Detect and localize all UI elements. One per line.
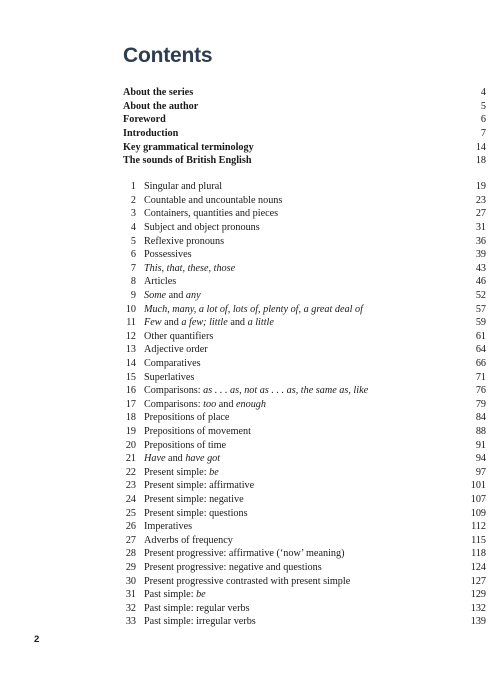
front-matter-list: [123, 86, 486, 168]
unit-page: 39: [475, 249, 486, 261]
unit-number: 29: [125, 561, 136, 573]
unit-title: [144, 358, 476, 369]
unit-title-italic: have got: [185, 453, 221, 465]
front-matter-entry: [123, 127, 486, 141]
unit-title-italic: This, that, these, those: [144, 262, 236, 274]
unit-title: [144, 344, 476, 355]
unit-entry: [118, 289, 486, 303]
unit-entry: [118, 207, 486, 221]
unit-title: [144, 249, 476, 260]
unit-title-text: Adjective order: [144, 344, 208, 356]
unit-number: 25: [125, 507, 136, 519]
unit-entry: [118, 547, 486, 561]
unit-title-text: Possessives: [144, 249, 192, 261]
unit-title-text: Present progressive: negative and questions: [144, 561, 322, 573]
unit-title: [144, 562, 471, 573]
unit-number: 16: [125, 385, 136, 397]
unit-number: 8: [130, 276, 136, 288]
unit-page: 31: [475, 222, 486, 234]
unit-number: 24: [125, 493, 136, 505]
unit-title-text: Present progressive contrasted with present simple: [144, 575, 351, 587]
front-matter-entry: [123, 154, 486, 168]
unit-title-text: Prepositions of movement: [144, 425, 251, 437]
unit-number: 20: [125, 439, 136, 451]
unit-entry: [118, 248, 486, 262]
unit-number: 13: [125, 344, 136, 356]
unit-title: [144, 480, 471, 491]
unit-title: [144, 385, 476, 396]
entry-title: Foreword: [123, 114, 166, 126]
unit-title: [144, 412, 476, 423]
front-matter-entry: [123, 140, 486, 154]
unit-number: 26: [125, 521, 136, 533]
unit-entry: [118, 398, 486, 412]
unit-title-text: Present simple: affirmative: [144, 480, 255, 492]
unit-title-text: and: [216, 398, 236, 410]
unit-entry: [118, 425, 486, 439]
unit-entry: [118, 330, 486, 344]
unit-title: [144, 548, 471, 559]
unit-number: 33: [125, 616, 136, 628]
unit-number: 21: [125, 453, 136, 465]
unit-title-text: Comparisons:: [144, 398, 204, 410]
unit-title-text: Reflexive pronouns: [144, 235, 225, 247]
unit-page: 27: [475, 208, 486, 220]
unit-title: [144, 616, 471, 627]
unit-title-text: Countable and uncountable nouns: [144, 194, 283, 206]
unit-title-italic: Few: [144, 317, 162, 329]
unit-number: 14: [125, 358, 136, 370]
unit-page: 112: [471, 521, 486, 533]
unit-title-italic: Some: [144, 290, 167, 302]
unit-entry: [118, 302, 486, 316]
unit-number: 12: [125, 330, 136, 342]
unit-page: 46: [475, 276, 486, 288]
unit-title-text: Past simple: irregular verbs: [144, 616, 256, 628]
unit-page: 52: [475, 290, 486, 302]
entry-page: 6: [480, 114, 486, 126]
unit-title: [144, 372, 476, 383]
unit-title: [144, 453, 476, 464]
unit-title: [144, 222, 476, 233]
unit-title-text: and: [165, 453, 186, 465]
unit-title: [144, 236, 476, 247]
unit-title-text: Present simple: negative: [144, 493, 244, 505]
unit-title: [144, 399, 476, 410]
unit-page: 76: [475, 385, 486, 397]
entry-title: Introduction: [123, 128, 179, 140]
unit-page: 101: [470, 480, 486, 492]
unit-title: [144, 263, 476, 274]
unit-title-text: Other quantifiers: [144, 330, 214, 342]
unit-entry: [118, 221, 486, 235]
unit-page: 64: [475, 344, 486, 356]
unit-title: [144, 589, 471, 600]
unit-entry: [118, 465, 486, 479]
unit-number: 30: [125, 575, 136, 587]
unit-number: 6: [130, 249, 136, 261]
entry-title: The sounds of British English: [123, 155, 252, 167]
front-matter-entry: [123, 100, 486, 114]
unit-number: 27: [125, 534, 136, 546]
unit-title-text: Present simple:: [144, 466, 210, 478]
unit-page: 129: [470, 589, 486, 601]
unit-number: 23: [125, 480, 136, 492]
unit-title: [144, 208, 476, 219]
unit-title-text: Containers, quantities and pieces: [144, 208, 279, 220]
unit-page: 107: [470, 493, 486, 505]
unit-number: 32: [125, 602, 136, 614]
unit-entry: [118, 574, 486, 588]
unit-page: 139: [470, 616, 486, 628]
unit-page: 97: [475, 466, 486, 478]
unit-page: 94: [475, 453, 486, 465]
unit-title-text: and: [161, 317, 182, 329]
unit-page: 132: [470, 602, 486, 614]
unit-number: 7: [130, 262, 136, 274]
entry-title: Key grammatical terminology: [123, 141, 254, 153]
unit-entry: [118, 316, 486, 330]
unit-page: 115: [471, 534, 486, 546]
unit-page: 23: [475, 194, 486, 206]
unit-number: 5: [130, 235, 136, 247]
unit-title-text: Prepositions of time: [144, 439, 227, 451]
unit-entry: [118, 533, 486, 547]
unit-title: [144, 331, 476, 342]
unit-number: 17: [125, 398, 136, 410]
unit-title-text: Present progressive: affirmative (‘now’ meaning): [144, 548, 345, 560]
entry-title: About the series: [123, 87, 194, 99]
unit-entry: [118, 194, 486, 208]
unit-page: 88: [475, 425, 486, 437]
unit-entry: [118, 234, 486, 248]
unit-title: [144, 576, 471, 587]
unit-title-text: Adverbs of frequency: [144, 534, 233, 546]
unit-page: 43: [475, 262, 486, 274]
unit-entry: [118, 180, 486, 194]
unit-title-text: Present simple: questions: [144, 507, 248, 519]
unit-page: 84: [475, 412, 486, 424]
unit-entry: [118, 262, 486, 276]
unit-title: [144, 508, 471, 519]
front-matter-entry: [123, 113, 486, 127]
unit-number: 18: [125, 412, 136, 424]
unit-page: 91: [475, 439, 486, 451]
unit-number: 10: [125, 303, 136, 315]
unit-entry: [118, 561, 486, 575]
unit-title: [144, 304, 476, 315]
unit-title: [144, 467, 476, 478]
unit-number: 22: [125, 466, 136, 478]
unit-title-italic: be: [196, 589, 206, 601]
unit-number: 11: [126, 317, 136, 329]
unit-title: [144, 290, 476, 301]
unit-title: [144, 521, 471, 532]
unit-title-text: Imperatives: [144, 521, 193, 533]
unit-entry: [118, 343, 486, 357]
unit-entry: [118, 615, 486, 629]
unit-title: [144, 276, 476, 287]
page-title: Contents: [123, 44, 213, 67]
unit-entry: [118, 520, 486, 534]
unit-page: 61: [475, 330, 486, 342]
unit-entry: [118, 411, 486, 425]
unit-number: 31: [125, 589, 136, 601]
unit-page: 57: [475, 303, 486, 315]
unit-entry: [118, 438, 486, 452]
unit-title-italic: be: [209, 466, 219, 478]
unit-number: 2: [130, 194, 136, 206]
unit-title-text: Prepositions of place: [144, 412, 230, 424]
unit-title: [144, 535, 471, 546]
unit-title-italic: a little: [247, 317, 274, 329]
unit-title-text: Comparisons:: [144, 385, 204, 397]
unit-page: 59: [475, 317, 486, 329]
unit-number: 1: [130, 181, 136, 193]
unit-title-text: and: [166, 290, 186, 302]
unit-entry: [118, 588, 486, 602]
unit-number: 9: [130, 290, 136, 302]
unit-title-italic: too: [203, 398, 217, 410]
unit-entry: [118, 493, 486, 507]
entry-page: 14: [475, 141, 486, 153]
unit-page: 79: [475, 398, 486, 410]
unit-page: 36: [475, 235, 486, 247]
unit-entry: [118, 275, 486, 289]
unit-title: [144, 440, 476, 451]
front-matter-entry: [123, 86, 486, 100]
unit-entry: [118, 357, 486, 371]
entry-page: 7: [480, 128, 486, 140]
unit-title-italic: as . . . as, not as . . . as, the same as, like: [203, 385, 369, 397]
unit-entry: [118, 370, 486, 384]
folio-page-number: 2: [34, 634, 40, 645]
unit-page: 109: [470, 507, 486, 519]
unit-page: 66: [475, 358, 486, 370]
entry-page: 18: [475, 155, 486, 167]
unit-page: 127: [470, 575, 486, 587]
unit-title-italic: enough: [236, 398, 266, 410]
unit-title-italic: Much, many, a lot of, lots of, plenty of, a great deal of: [144, 303, 363, 315]
unit-number: 28: [125, 548, 136, 560]
unit-page: 118: [471, 548, 486, 560]
unit-title: [144, 494, 471, 505]
unit-title-text: Articles: [144, 276, 177, 288]
unit-title: [144, 195, 476, 206]
unit-number: 15: [125, 371, 136, 383]
unit-entry: [118, 452, 486, 466]
entry-page: 5: [480, 100, 486, 112]
unit-title-text: Past simple: regular verbs: [144, 602, 250, 614]
unit-number: 19: [125, 425, 136, 437]
units-list: [118, 180, 486, 629]
unit-page: 19: [475, 181, 486, 193]
unit-title-italic: Have: [144, 453, 166, 465]
unit-title: [144, 426, 476, 437]
unit-entry: [118, 506, 486, 520]
unit-title-text: Comparatives: [144, 358, 201, 370]
unit-title: [144, 317, 476, 328]
unit-page: 124: [470, 561, 486, 573]
entry-page: 4: [480, 87, 486, 99]
unit-entry: [118, 384, 486, 398]
unit-title-text: Superlatives: [144, 371, 195, 383]
unit-number: 4: [130, 222, 136, 234]
unit-entry: [118, 479, 486, 493]
unit-number: 3: [130, 208, 136, 220]
unit-title: [144, 603, 471, 614]
unit-entry: [118, 601, 486, 615]
unit-page: 71: [475, 371, 486, 383]
unit-title-italic: a few; little: [181, 317, 228, 329]
unit-title-text: Singular and plural: [144, 181, 223, 193]
unit-title-italic: any: [185, 290, 201, 302]
unit-title-text: Subject and object pronouns: [144, 222, 260, 234]
entry-title: About the author: [123, 100, 199, 112]
unit-title-text: Past simple:: [144, 589, 197, 601]
unit-title: [144, 181, 476, 192]
unit-title-text: and: [227, 317, 248, 329]
